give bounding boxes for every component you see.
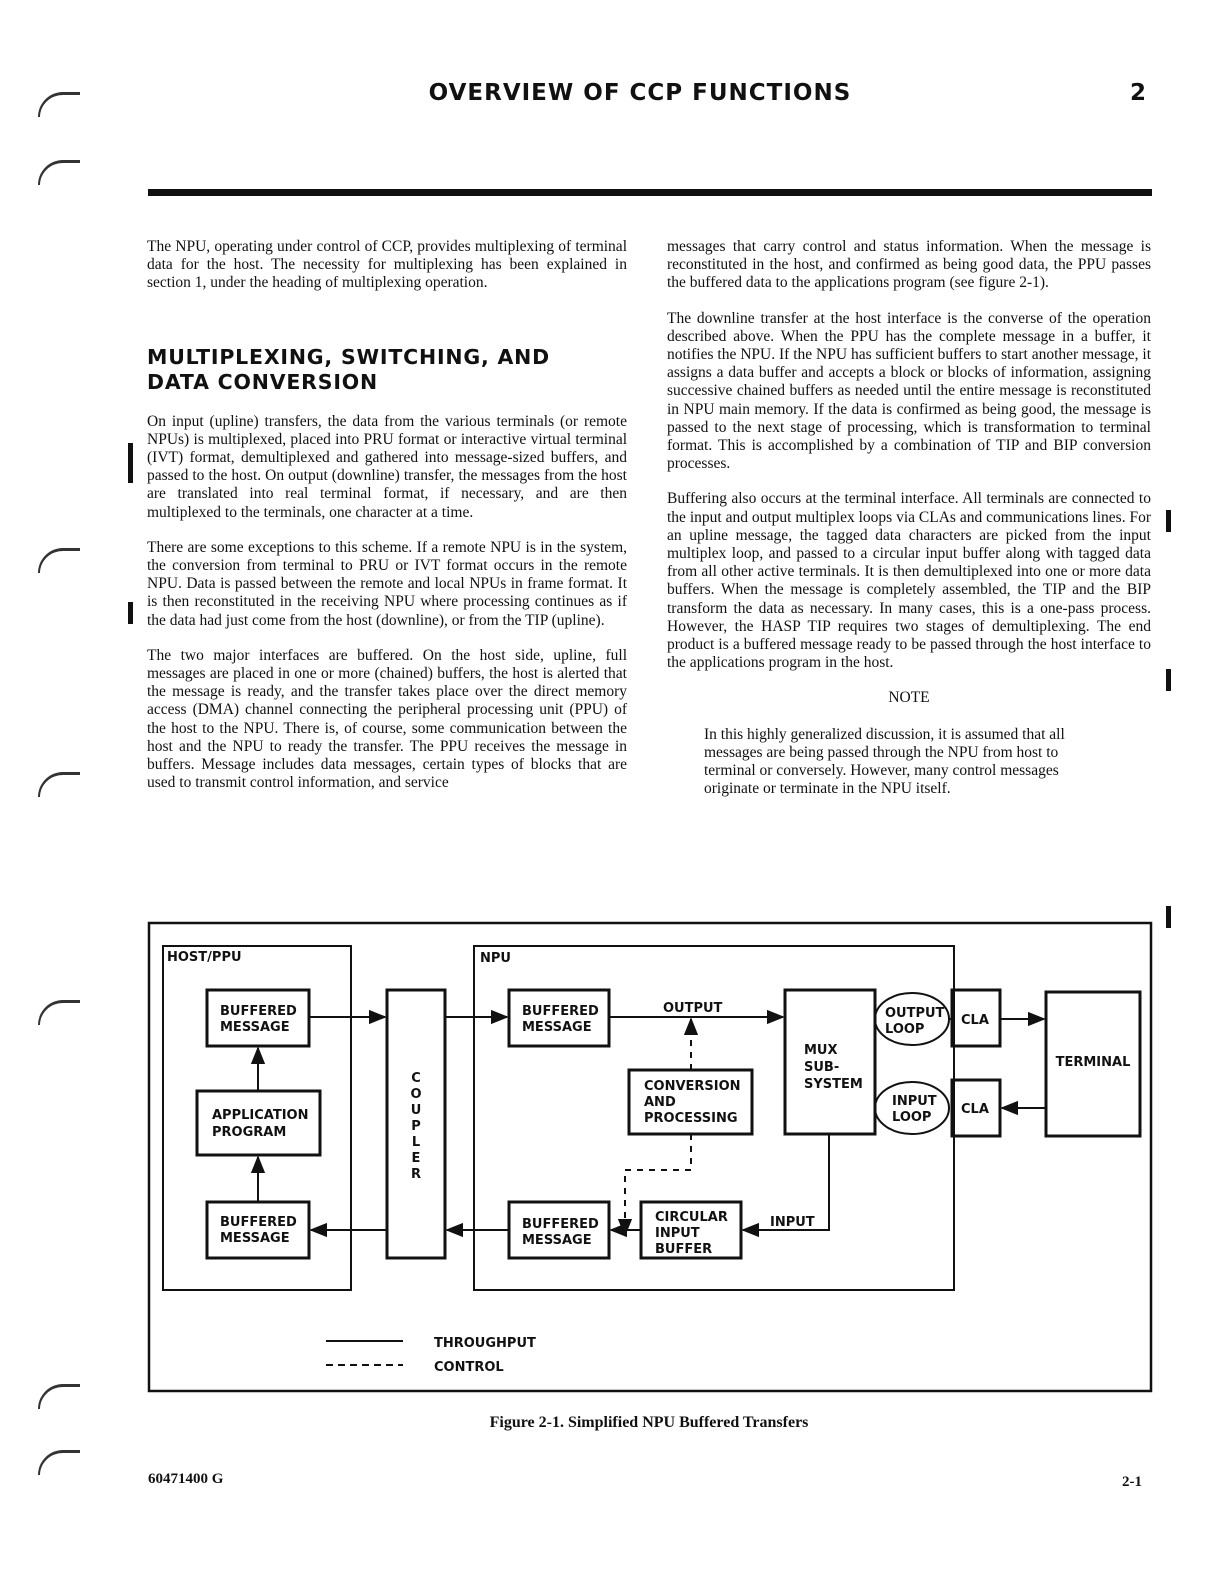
output-loop-l2: LOOP (885, 1022, 925, 1037)
host-buffered-bottom-l2: MESSAGE (220, 1231, 290, 1246)
input-label: INPUT (770, 1215, 815, 1230)
conversion-l3: PROCESSING (644, 1111, 738, 1126)
buffering-paragraph: Buffering also occurs at the terminal interface. All terminals are connected to the input and output multiplex loops via CLAs and communications lines. For an upline message, the tagged data characters are picked from the input multiplex loop, and passed to a circular input buffer along with tagged data from all other active terminals. It is then demultiplexed into one or more data buffers. When the message is completely assembled, the TIP and the BIP transform the data as necessary. In many cases, this is a one-pass process. However, the HASP TIP requires two stages of demultiplexing. The end product is a buffered message ready to be passed through the host interface to the applications program in the host. (667, 490, 1151, 672)
legend-control-label: CONTROL (434, 1360, 504, 1375)
npu-buffered-top-l1: BUFFERED (522, 1004, 599, 1019)
coupler-letter: U (410, 1103, 422, 1118)
intro-paragraph: The NPU, operating under control of CCP, provides multiplexing of terminal data for the host. The necessity for multiplexing has been explained in section 1, under the heading of multiplexing operation. (147, 238, 627, 292)
mux-l2: SUB- (804, 1060, 840, 1075)
terminal-label: TERMINAL (1055, 1055, 1131, 1070)
circular-buffer-l2: INPUT (655, 1226, 700, 1241)
application-program-l2: PROGRAM (212, 1125, 287, 1140)
npu-buffered-top-l2: MESSAGE (522, 1020, 592, 1035)
circular-buffer-l3: BUFFER (655, 1242, 713, 1257)
output-loop-l1: OUTPUT (885, 1006, 945, 1021)
coupler-letter: C (411, 1071, 421, 1086)
mux-l1: MUX (804, 1043, 838, 1058)
section-heading-line1: MULTIPLEXING, SWITCHING, AND (147, 344, 550, 369)
downline-paragraph: The downline transfer at the host interface is the converse of the operation described above. When the PPU has the complete message in a buffer, it notifies the NPU. If the NPU has sufficient buffers to start another message, it assigns a data buffer and accepts a block or blocks of information, assigning successive chained buffers as needed until the entire message is reconstituted in NPU main memory. If the data is confirmed as being good, the message is passed to the next stage of processing, which is transformation to terminal format. This is accomplished by a combination of TIP and BIP conversion processes. (667, 309, 1151, 473)
coupler-letter: P (411, 1119, 421, 1134)
input-loop-l1: INPUT (892, 1094, 937, 1109)
legend-throughput-label: THROUGHPUT (434, 1336, 536, 1351)
interfaces-paragraph: The two major interfaces are buffered. On the host side, upline, full messages are placed in one or more (chained) buffers, the host is alerted that the message is ready, and the transfer takes place over the direct memory access (DMA) channel connecting the peripheral processing unit (PPU) of the host to the NPU. There is, of course, some communication between the host and the NPU to ready the transfer. The PPU receives the message in buffers. Message includes data messages, certain types of blocks that are used to transmit control information, and service (147, 646, 627, 792)
npu-buffered-bottom-l1: BUFFERED (522, 1217, 599, 1232)
mux-l3: SYSTEM (804, 1077, 863, 1092)
output-label: OUTPUT (663, 1001, 723, 1016)
coupler-letter: L (411, 1135, 421, 1150)
cla-top-label: CLA (961, 1013, 989, 1028)
messages-paragraph: messages that carry control and status information. When the message is reconstituted in the host, and confirmed as being good data, the PPU passes the buffered data to the applications program (see figure 2-1). (667, 238, 1151, 292)
section-heading-line2: DATA CONVERSION (147, 369, 378, 394)
coupler-letter: O (410, 1087, 422, 1102)
page-number: 2-1 (1122, 1474, 1142, 1490)
chapter-number: 2 (1130, 80, 1147, 106)
input-loop-l2: LOOP (892, 1110, 932, 1125)
npu-buffered-bottom-l2: MESSAGE (522, 1233, 592, 1248)
host-buffered-top-l1: BUFFERED (220, 1004, 297, 1019)
circular-buffer-l1: CIRCULAR (655, 1210, 728, 1225)
application-program-l1: APPLICATION (212, 1108, 309, 1123)
host-buffered-message-bottom (207, 1202, 309, 1258)
host-buffered-top-l2: MESSAGE (220, 1020, 290, 1035)
conversion-l2: AND (644, 1095, 676, 1110)
figure-caption: Figure 2-1. Simplified NPU Buffered Transfers (489, 1414, 809, 1431)
conversion-l1: CONVERSION (644, 1079, 741, 1094)
cla-bottom-label: CLA (961, 1102, 989, 1117)
note-text: In this highly generalized discussion, it is assumed that all messages are being passed through the NPU from host to terminal or conversely. However, many control messages originate or terminate in the NPU itself. (704, 725, 1065, 798)
exceptions-paragraph: There are some exceptions to this scheme. If a remote NPU is in the system, the conversion from terminal to PRU or IVT format occurs in the remote NPU. Data is passed between the remote and local NPUs in frame format. It is then reconstituted in the receiving NPU where processing continues as if the data had just come from the host (downline), or from the TIP (upline). (147, 538, 627, 629)
host-buffered-bottom-l1: BUFFERED (220, 1215, 297, 1230)
host-ppu-label: HOST/PPU (167, 950, 242, 965)
application-program-box (197, 1091, 320, 1155)
coupler-letter: R (410, 1167, 422, 1182)
page-title: OVERVIEW OF CCP FUNCTIONS (428, 80, 852, 106)
document-number: 60471400 G (148, 1471, 224, 1487)
coupler-letter: E (411, 1151, 421, 1166)
upline-paragraph: On input (upline) transfers, the data from the various terminals (or remote NPUs) is multiplexed, placed into PRU format or interactive virtual terminal (IVT) format, demultiplexed and gathered into message-sized buffers, and passed to the host. On output (downline) transfer, the messages from the host are translated into real terminal format, if necessary, and are then multiplexed to the terminals, one character at a time. (147, 412, 627, 521)
npu-label: NPU (480, 951, 511, 966)
note-title: NOTE (888, 689, 930, 707)
